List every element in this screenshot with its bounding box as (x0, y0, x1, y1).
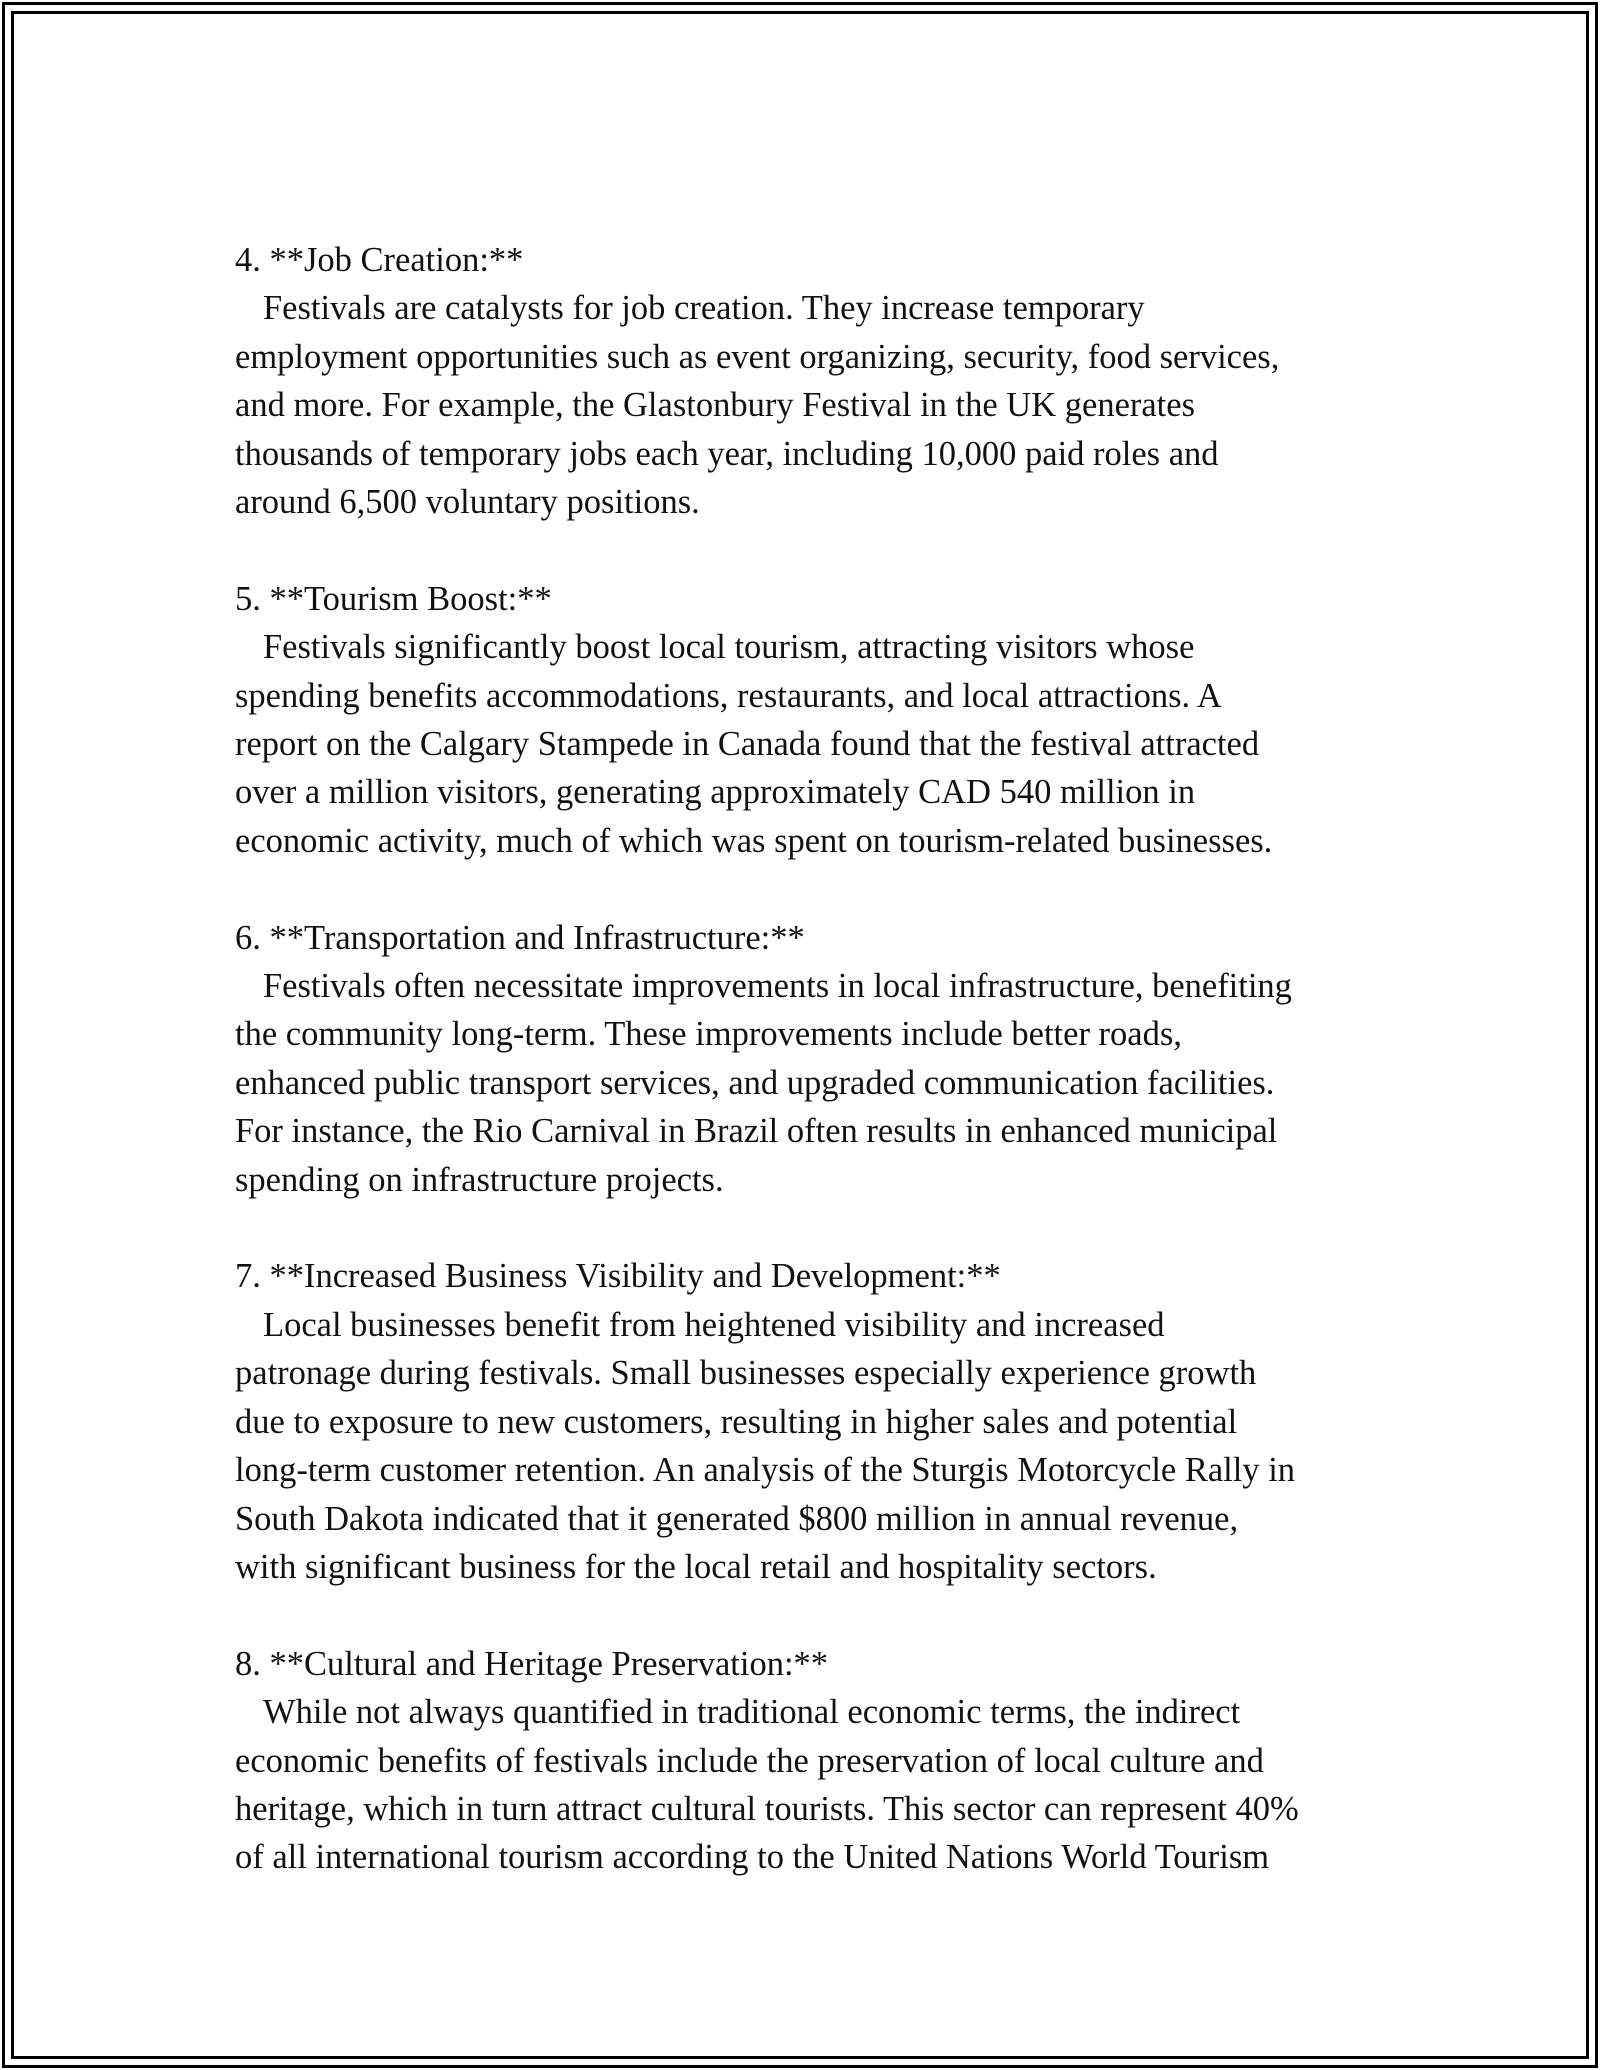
section-heading: 5. **Tourism Boost:** (235, 579, 552, 618)
paragraph-line: the community long-term. These improvements include better roads, (235, 1015, 1182, 1054)
section-business-visibility (235, 1252, 1375, 1591)
paragraph-line: and more. For example, the Glastonbury Festival in the UK generates (235, 386, 1196, 425)
section-transportation-infrastructure (235, 914, 1375, 1204)
document-body (235, 236, 1375, 1930)
paragraph-line: Festivals often necessitate improvements in local infrastructure, benefiting (263, 967, 1292, 1006)
paragraph-line: spending on infrastructure projects. (235, 1160, 724, 1199)
paragraph-line: over a million visitors, generating approximately CAD 540 million in (235, 773, 1196, 812)
paragraph-line: employment opportunities such as event organizing, security, food services, (235, 337, 1280, 376)
section-paragraph (235, 284, 1375, 526)
paragraph-line: For instance, the Rio Carnival in Brazil often results in enhanced municipal (235, 1112, 1278, 1151)
paragraph-line: economic activity, much of which was spent on tourism-related businesses. (235, 821, 1273, 860)
paragraph-line: thousands of temporary jobs each year, including 10,000 paid roles and (235, 434, 1219, 473)
paragraph-line: with significant business for the local retail and hospitality sectors. (235, 1547, 1157, 1586)
paragraph-line: of all international tourism according to the United Nations World Tourism (235, 1838, 1270, 1877)
paragraph-line: patronage during festivals. Small businesses especially experience growth (235, 1354, 1257, 1393)
paragraph-line: South Dakota indicated that it generated $800 million in annual revenue, (235, 1499, 1239, 1538)
paragraph-line: economic benefits of festivals include the preservation of local culture and (235, 1741, 1264, 1780)
section-heading: 8. **Cultural and Heritage Preservation:** (235, 1644, 829, 1683)
paragraph-line: around 6,500 voluntary positions. (235, 483, 700, 522)
section-heading: 6. **Transportation and Infrastructure:** (235, 918, 805, 957)
paragraph-line: report on the Calgary Stampede in Canada found that the festival attracted (235, 725, 1260, 764)
section-paragraph (235, 623, 1375, 865)
paragraph-line: heritage, which in turn attract cultural tourists. This sector can represent 40% (235, 1789, 1299, 1828)
paragraph-line: enhanced public transport services, and upgraded communication facilities. (235, 1063, 1275, 1102)
paragraph-line: spending benefits accommodations, restaurants, and local attractions. A (235, 676, 1222, 715)
paragraph-line: Local businesses benefit from heightened visibility and increased (263, 1305, 1165, 1344)
section-paragraph (235, 962, 1375, 1204)
section-heading: 7. **Increased Business Visibility and Development:** (235, 1257, 1001, 1296)
paragraph-line: Festivals are catalysts for job creation. They increase temporary (263, 289, 1145, 328)
section-paragraph (235, 1301, 1375, 1591)
section-job-creation (235, 236, 1375, 526)
paragraph-line: due to exposure to new customers, resulting in higher sales and potential (235, 1402, 1238, 1441)
section-heading: 4. **Job Creation:** (235, 241, 524, 279)
paragraph-line: While not always quantified in traditional economic terms, the indirect (263, 1693, 1241, 1732)
section-paragraph (235, 1688, 1375, 1882)
paragraph-line: Festivals significantly boost local tourism, attracting visitors whose (263, 628, 1195, 667)
section-tourism-boost (235, 575, 1375, 865)
paragraph-line: long-term customer retention. An analysis of the Sturgis Motorcycle Rally in (235, 1451, 1296, 1490)
section-cultural-heritage (235, 1640, 1375, 1882)
